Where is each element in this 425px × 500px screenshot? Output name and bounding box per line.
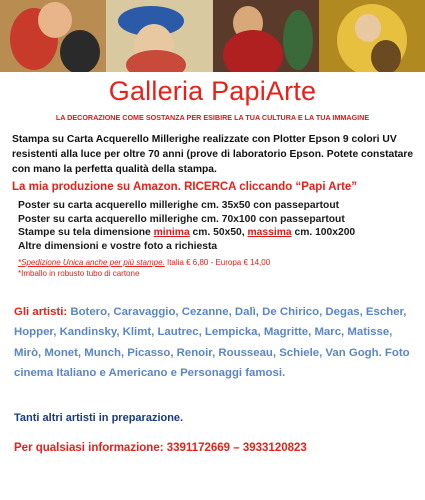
artists-label: Gli artisti: (14, 306, 68, 318)
tagline: LA DECORAZIONE COME SOSTANZA PER ESIBIRE LA TUA CULTURA E LA TUA IMMAGINE (55, 113, 370, 122)
painting-klimt-kiss (319, 0, 425, 72)
intro-text: Stampa su Carta Acquerello Millerighe realizzate con Plotter Epson 9 colori UV resistenti alla luce per oltre 70 anni (prove di laboratorio Epson. Potete constatare con mano la perfetta qualità della stampa. (12, 134, 414, 175)
packaging-note: *Imballo in robusto tubo di cartone (18, 269, 140, 278)
format-line: Poster su carta acquerello millerighe cm. 70x100 con passepartout (18, 213, 345, 225)
amazon-link[interactable]: La mia produzione su Amazon. RICERCA cliccando “Papi Arte” (12, 181, 358, 193)
min-size: minima (153, 227, 190, 238)
format-line: Altre dimensioni e vostre foto a richiesta (18, 240, 218, 252)
shipping-info (18, 257, 270, 279)
page-title: Galleria PapiArte (108, 76, 317, 106)
banner-paintings (0, 0, 425, 72)
formats-list (18, 199, 355, 253)
max-size: massima (247, 227, 292, 238)
painting-red-figure (213, 0, 319, 72)
painting-botero-dancers (0, 0, 106, 72)
artists-list (14, 302, 419, 383)
painting-woman-blue-hat (106, 0, 212, 72)
format-line-canvas: Stampe su tela dimensione minima cm. 50x50, massima cm. 100x200 (18, 227, 356, 238)
more-artists-note: Tanti altri artisti in preparazione. (14, 412, 184, 424)
shipping-cost: *Spedizione Unica anche per più stampe. Italia € 6,80 - Europa € 14,00 (18, 258, 271, 267)
format-line: Poster su carta acquerello millerighe cm. 35x50 con passepartout (18, 200, 340, 211)
contact-info: Per qualsiasi informazione: 3391172669 – 3933120823 (14, 442, 307, 454)
artists-names: Botero, Caravaggio, Cezanne, Dalì, De Chirico, Degas, Escher, Hopper, Kandinsky, Klimt, Lautrec, Lempicka, Magritte, Marc, Matisse, Mirò, Monet, Munch, Picasso, Renoir, Rousseau, Schiele, Van Gogh. Foto cinema Italiano e Americano e Personaggi famosi. (14, 306, 410, 379)
